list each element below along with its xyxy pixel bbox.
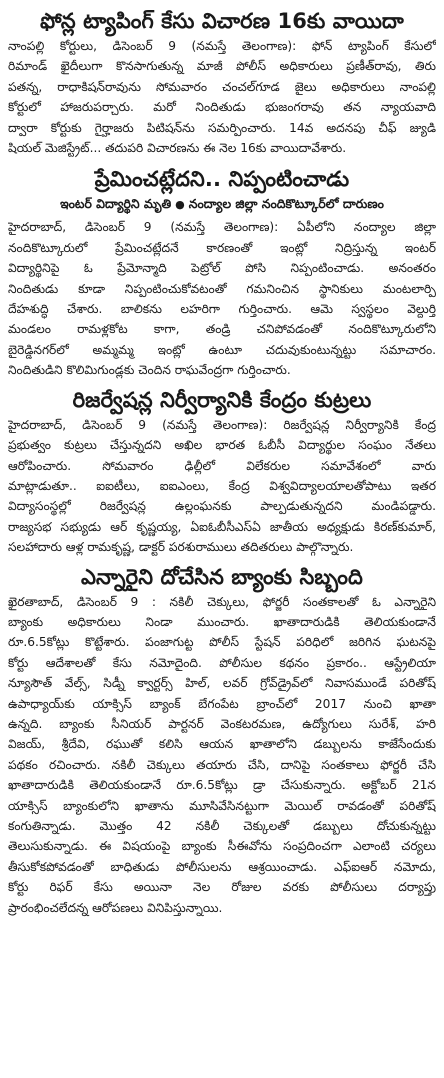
body-line: ప్రభుత్వం కుట్రలు చేస్తున్నదని అఖిల భారత ఓబీసీ విద్యార్థుల సంఘం నేతలు xyxy=(8,438,436,453)
headline-nri-bank-fraud: ఎన్నారైని దోచేసిన బ్యాంకు సిబ్బంది xyxy=(81,564,363,589)
body-love-rejection xyxy=(8,217,436,380)
body-line: తెలుసుకున్నాడు. ఈ విషయంపై బ్యాంకు సీఈవోను సంప్రదించగా ఎలాంటి చర్యలు xyxy=(8,839,436,854)
body-line: ఆరోపించారు. సోమవారం ఢిల్లీలో విలేకరుల సమావేశంలో వారు xyxy=(8,458,436,473)
body-line: కోర్టు ఆదేశాలతో కేసు నమోదైంది. పోలీసుల కథనం ప్రకారం.. ఆస్ట్రేలియా xyxy=(8,655,436,670)
body-line: షియల్ మెజిస్ట్రేట్... తదుపరి విచారణను ఈ నెల 16కు వాయిదావేశారు. xyxy=(8,141,347,156)
body-line: న్యూసౌత్ వేల్స్, సిడ్నీ క్వార్టర్స్ హిల్, లవర్ గ్రోవ్‌డ్రైవ్‌లో నివాసముండే పరితోష్ xyxy=(8,676,436,691)
body-line: విజయ్, శ్రీదేవి, రఘుతో కలిసి ఆయన ఖాతాలోని డబ్బులను కాజేసేందుకు xyxy=(8,737,436,752)
body-line: బైరెడ్డినగర్‌లో అమ్మమ్మ ఇంట్లో ఉంటూ చదువుకుంటున్నట్టు సమాచారం. xyxy=(8,342,436,357)
body-line: ఖాతాదారుడికి తెలియకుండానే రూ.6.5కోట్లు డ్రా చేసుకున్నారు. అక్టోబర్ 21న xyxy=(8,778,436,793)
body-line: సలహాదారు ఆళ్ల రామకృష్ణ, డాక్టర్ పరశురాములు తదితరులు పాల్గొన్నారు. xyxy=(8,540,354,555)
body-line: హైదరాబాద్, డిసెంబర్ 9 (నమస్తే తెలంగాణ): ఏపీలోని నంద్యాల జిల్లా xyxy=(8,220,436,235)
body-line: తీసుకోకపోవడంతో బాధితుడు పోలీసులను ఆశ్రయించాడు. ఎఫ్ఐఆర్ నమోదు, xyxy=(8,859,436,874)
body-line: నాంపల్లి కోర్టులు, డిసెంబర్ 9 (నమస్తే తెలంగాణ): ఫోన్ ట్యాపింగ్ కేసులో xyxy=(8,39,436,53)
article-phone-tapping xyxy=(8,0,436,158)
body-line: దేహశుద్ధి చేశారు. బాలికను లహరిగా గుర్తించారు. ఆమె స్వస్థలం వెల్దుర్తి xyxy=(8,302,436,317)
body-nri-bank-fraud xyxy=(8,592,436,919)
body-line: విద్యాసంస్థల్లో రిజర్వేషన్ల ఉల్లంఘనకు పాల్పడుతున్నదని మండిపడ్డారు. xyxy=(8,499,436,514)
headline-love-rejection: ప్రేమించట్లేదని.. నిప్పంటించాడు xyxy=(94,167,350,192)
body-line: యాక్సిస్ బ్యాంకులోని ఖాతాను మూసివేసినట్టుగా మెయిల్ రావడంతో పరితోష్ xyxy=(8,798,436,813)
bullet-dot-icon: ● xyxy=(175,198,185,212)
subheadline-left: ఇంటర్ విద్యార్థిని మృతి xyxy=(60,196,172,212)
body-line: మాట్లాడుతూ.. ఐఐటీలు, ఐఐఎంలు, కేంద్ర విశ్వవిద్యాలయాలతోపాటు ఇతర xyxy=(8,478,436,493)
body-line: హైదరాబాద్, డిసెంబర్ 9 (నమస్తే తెలంగాణ): రిజర్వేషన్ల నిర్వీర్యానికి కేంద్ర xyxy=(8,417,436,432)
body-line: రాజ్యసభ సభ్యుడు ఆర్ కృష్ణయ్య, ఏఐఓబీసీఎస్ఏ జాతీయ అధ్యక్షుడు కిరణ్‌కుమార్, xyxy=(8,519,436,534)
body-line: రూ.6.5కోట్లు కొట్టేశారు. పంజాగుట్ట పోలీస్ స్టేషన్ పరిధిలో జరిగిన ఘటనపై xyxy=(8,635,436,650)
article-nri-bank-fraud xyxy=(8,558,436,919)
subheadline-right: నంద్యాల జిల్లా నందికొట్కూర్‌లో దారుణం xyxy=(188,196,384,212)
body-line: బ్యాంకు అధికారులు నిండా ముంచారు. ఖాతాదారుడికి తెలియకుండానే xyxy=(8,614,436,629)
article-love-rejection xyxy=(8,158,436,380)
body-line: కంగుతిన్నాడు. మొత్తం 42 నకిలీ చెక్కులతో డబ్బులు దోచుకున్నట్టు xyxy=(8,819,436,833)
article-reservations xyxy=(8,381,436,558)
body-line: ఉపాధ్యాయ్‌కు యాక్సిస్ బ్యాంక్ బేగంపేట బ్రాంచ్‌లో 2017 నుంచి ఖాతా xyxy=(8,696,436,711)
body-line: ద్వారా కోర్టుకు గైర్హాజరు పిటిషన్‌ను సమర్పించారు. 14వ అదనపు చీఫ్ జ్యుడి xyxy=(8,120,436,135)
body-line: విద్యార్థినిపై ఓ ప్రేమోన్మాది పెట్రోల్ పోసి నిప్పంటించాడు. అనంతరం xyxy=(8,261,436,276)
body-line: నిందితుడు కూడా నిప్పంటించుకోవటంతో గమనించిన స్థానికులు మంటలార్పి xyxy=(8,281,436,296)
body-line: ప్రారంభించలేదన్న ఆరోపణలు వినిపిస్తున్నాయి. xyxy=(8,900,223,915)
headline-reservations: రిజర్వేషన్ల నిర్వీర్యానికి కేంద్రం కుట్రలు xyxy=(72,387,372,412)
body-phone-tapping xyxy=(8,36,436,158)
body-line: పథకం రచించారు. నకిలీ చెక్కులు తయారు చేసి, దానిపై సంతకాలు ఫోర్జరీ చేసి xyxy=(8,757,436,772)
body-line: పతన్న, రాధాకిషన్‌రావును సోమవారం చంచల్‌గూడ జైలు అధికారులు నాంపల్లి xyxy=(8,79,436,94)
body-line: కోర్టు రిఫర్ కేసు అయినా నెల రోజుల వరకు పోలీసులు దర్యాప్తు xyxy=(8,880,436,895)
body-reservations xyxy=(8,415,436,558)
subheadline xyxy=(8,194,436,215)
body-line: కోర్టులో హాజరుపర్చారు. మరో నిందితుడు భుజంగరావు తన న్యాయవాది xyxy=(8,100,436,115)
body-line: ఉన్నది. బ్యాంకు సీనియర్ పార్టనర్ వెంకటరమణ, ఉద్యోగులు సురేశ్, హరి xyxy=(8,716,436,731)
body-line: నిందితుడిని కొలిమిగుండ్లకు చెందిన రాఘవేంద్రగా గుర్తించారు. xyxy=(8,363,291,378)
headline-phone-tapping: ఫోన్ల ట్యాపింగ్ కేసు విచారణ 16కు వాయిదా xyxy=(40,9,404,33)
body-line: రిమాండ్ ఖైదీలుగా కొనసాగుతున్న మాజీ పోలీస్ అధికారులు ప్రణీత్‌రావు, తిరు xyxy=(8,59,436,74)
body-line: ఖైరతాబాద్, డిసెంబర్ 9 : నకిలీ చెక్కులు, ఫోర్జరీ సంతకాలతో ఓ ఎన్నారైని xyxy=(8,594,436,609)
body-line: నందికొట్కూరులో ప్రేమించట్లేదనే కారణంతో ఇంట్లో నిద్రిస్తున్న ఇంటర్ xyxy=(8,240,436,255)
body-line: మండలం రామళ్లకోట కాగా, తండ్రి చనిపోవడంతో నందికొట్కూరులోని xyxy=(8,322,436,337)
